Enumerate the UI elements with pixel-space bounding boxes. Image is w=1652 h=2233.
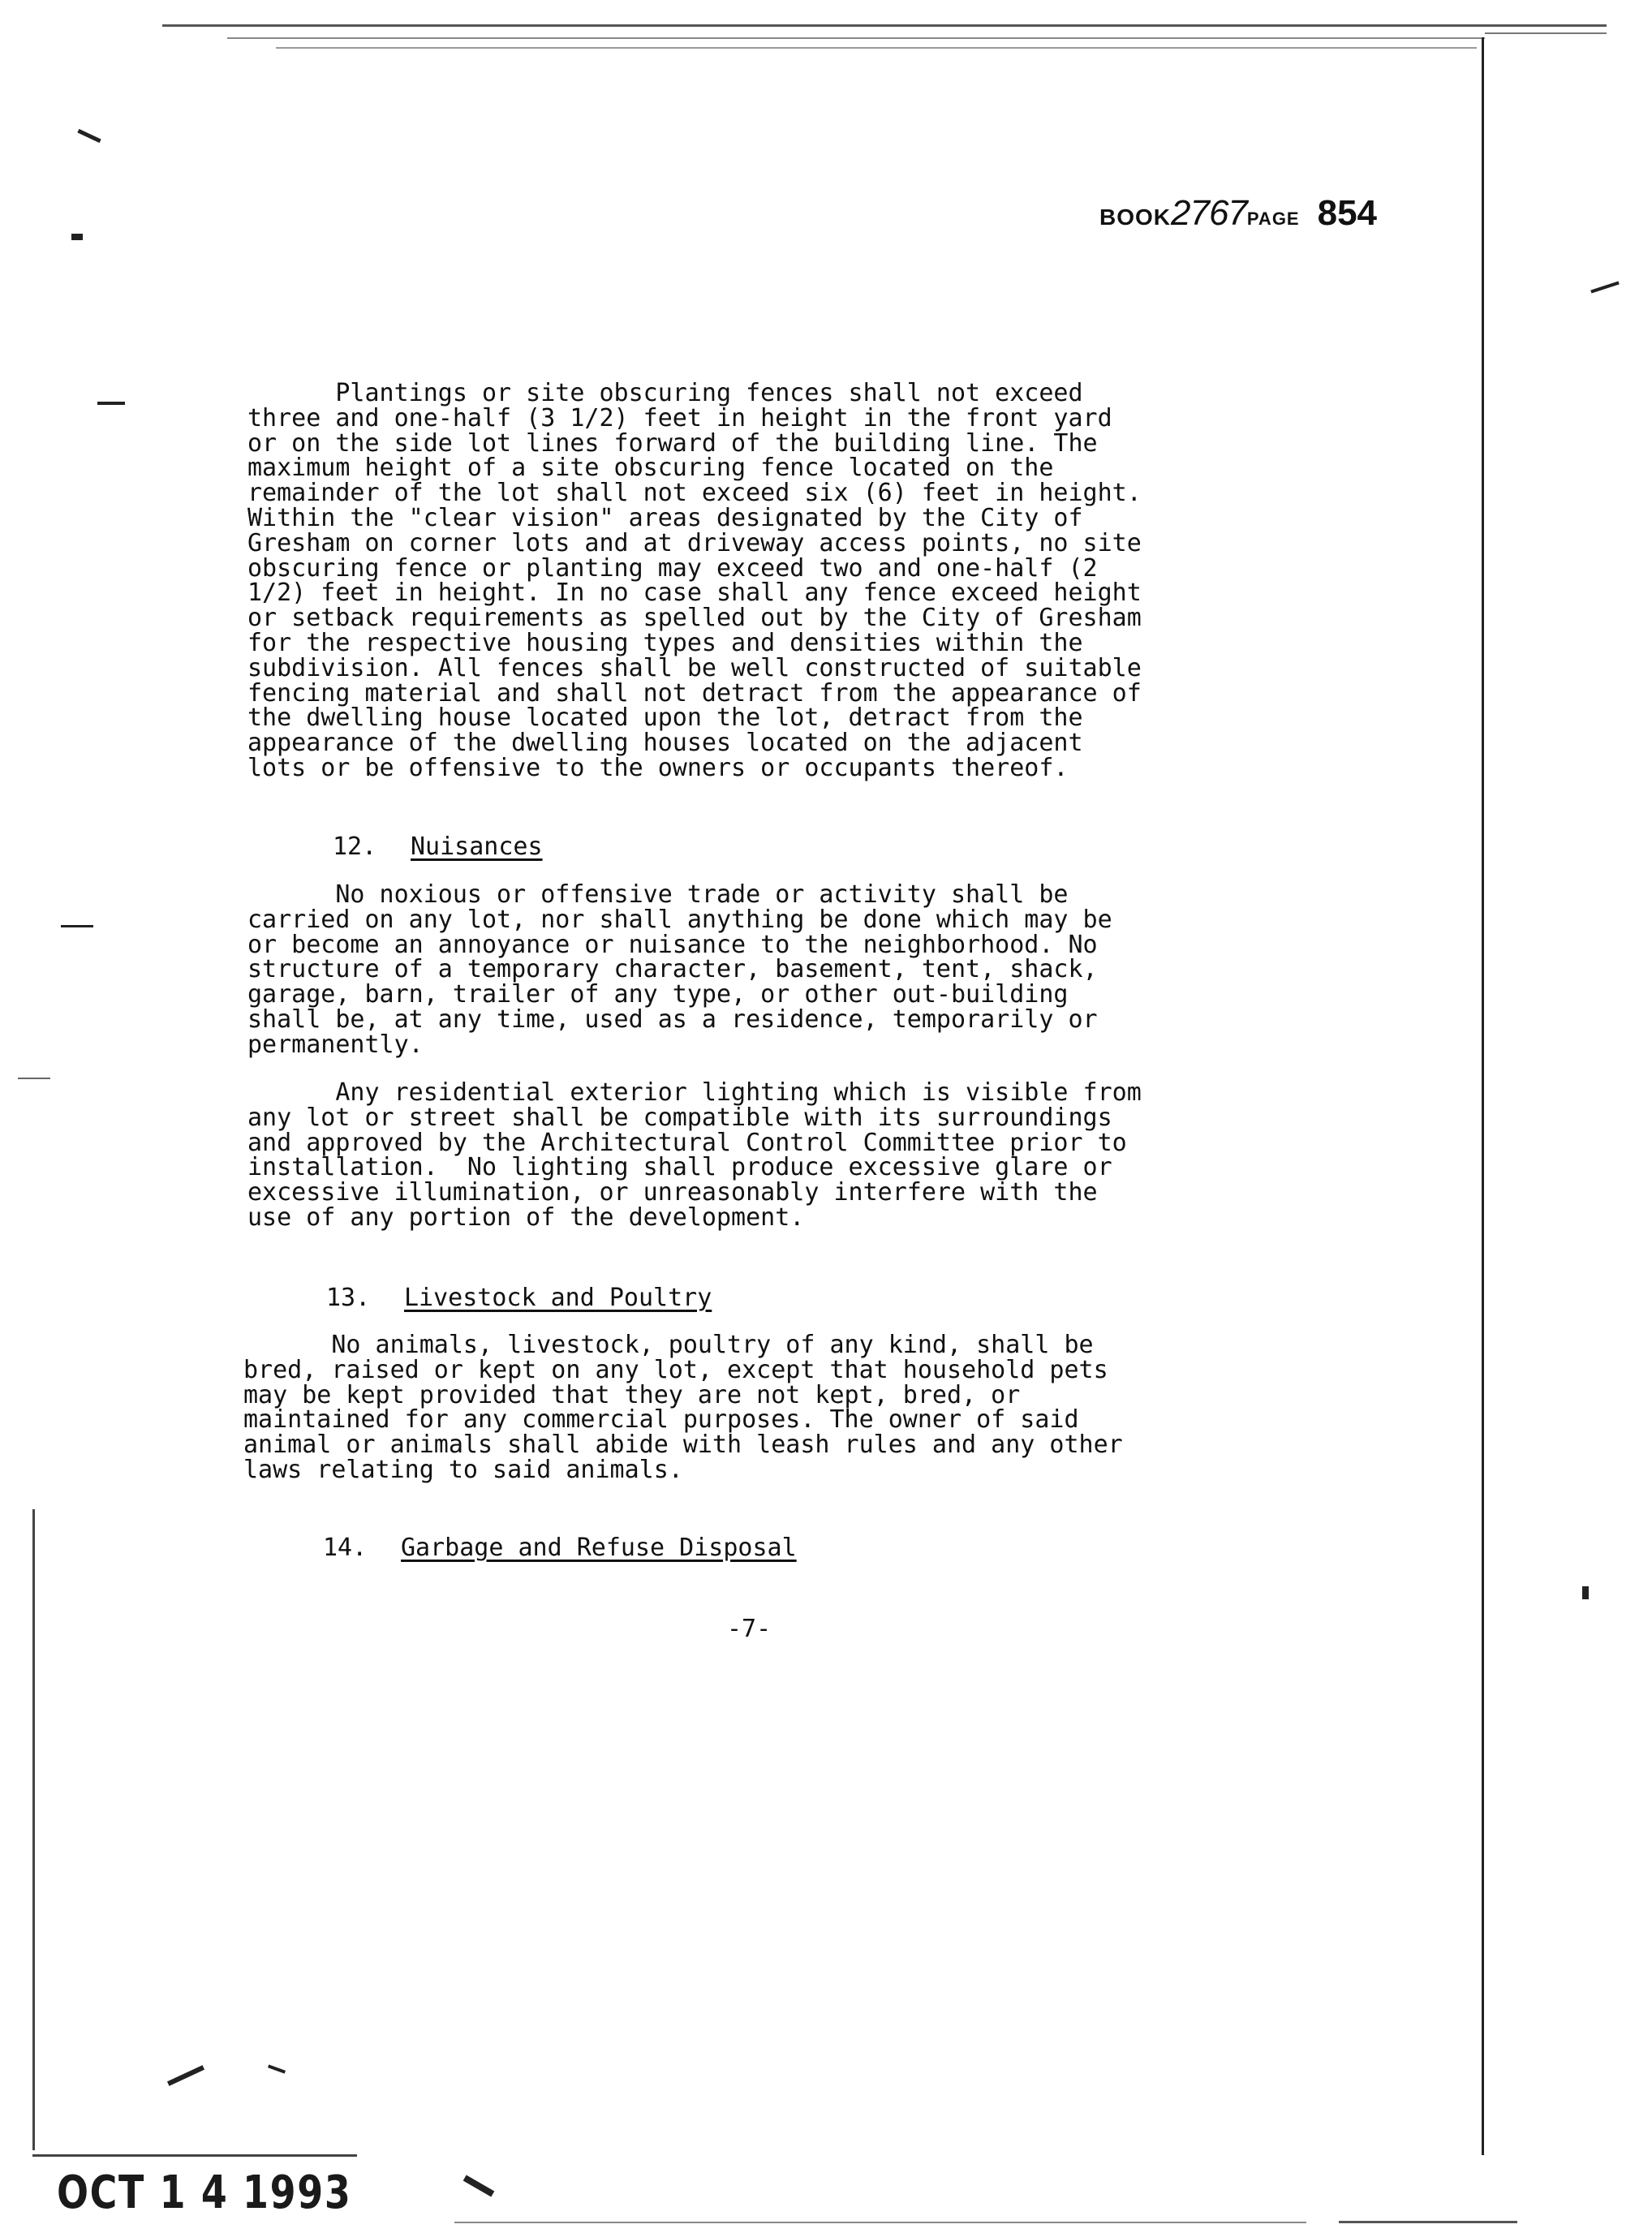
scan-speck	[77, 129, 101, 143]
scan-speck	[167, 2065, 204, 2086]
section-heading-12	[333, 833, 543, 861]
page-footer-number: -7-	[727, 1615, 772, 1643]
section-heading-14	[323, 1534, 797, 1562]
scan-top-rule-3	[276, 47, 1477, 49]
paragraph-fences: Plantings or site obscuring fences shall not exceed three and one-half (3 1/2) feet in height in the front yard or on the side lot lines forward of the building line. The maximum height of a site obscuring fence located on the remainder of the lot shall not exceed six (6) feet in height. Within the "clear vision" areas designated by the City of Gresham on corner lots and at driveway access points, no site obscuring fence or planting may exceed two and one-half (2 1/2) feet in height. In no case shall any fence exceed height or setback requirements as spelled out by the City of Gresham for the respective housing types and densities within the subdivision. All fences shall be well constructed of suitable fencing material and shall not detract from the appearance of the dwelling house located upon the lot, detract from the appearance of the dwelling houses located on the adjacent lots or be offensive to the owners or occupants thereof.	[247, 379, 1142, 782]
recording-date-stamp: OCT 1 4 1993	[57, 2166, 352, 2219]
scan-speck	[268, 2064, 286, 2073]
section-heading-13	[326, 1284, 712, 1312]
scan-top-rule-2	[227, 37, 1485, 39]
page-number-header: 854	[1317, 193, 1378, 233]
book-label: BOOK	[1099, 204, 1171, 230]
paragraph-livestock: No animals, livestock, poultry of any kind, shall be bred, raised or kept on any lot, except that household pets may be kept provided that they are not kept, bred, or maintained for any commercial purposes. The owner of said animal or animals shall abide with leash rules and any other laws relating to said animals.	[243, 1331, 1123, 1484]
paragraph-nuisances: No noxious or offensive trade or activity shall be carried on any lot, nor shall anything be done which may be or become an annoyance or nuisance to the neighborhood. No structure of a temporary character, basement, tent, shack, garage, barn, trailer of any type, or other out-building shall be, at any time, used as a residence, temporarily or permanently.	[247, 880, 1112, 1059]
scan-speck	[97, 402, 125, 405]
scan-left-border	[32, 1509, 35, 2150]
scan-speck	[61, 925, 93, 927]
scan-speck	[463, 2175, 495, 2197]
section-title: Nuisances	[411, 833, 543, 861]
scan-top-rule	[162, 24, 1607, 27]
section-number: 14.	[323, 1534, 368, 1562]
section-title: Livestock and Poultry	[404, 1284, 712, 1312]
scan-speck	[71, 234, 83, 240]
scan-bottom-rule-2	[454, 2222, 1306, 2223]
scan-speck	[1582, 1586, 1589, 1599]
book-page-header	[1099, 193, 1378, 234]
scan-bottom-rule-3	[1339, 2221, 1517, 2223]
section-number: 13.	[326, 1284, 371, 1312]
scan-right-border	[1482, 37, 1484, 2155]
section-title: Garbage and Refuse Disposal	[401, 1534, 797, 1562]
scan-speck	[18, 1078, 50, 1079]
scan-speck	[1590, 282, 1619, 294]
paragraph-lighting: Any residential exterior lighting which is visible from any lot or street shall be compatible with its surroundings and approved by the Architectural Control Committee prior to installation. No lighting shall produce excessive glare or excessive illumination, or unreasonably interfere with the use of any portion of the development.	[247, 1078, 1142, 1232]
page-label: PAGE	[1246, 209, 1300, 229]
scan-bottom-rule	[32, 2154, 357, 2157]
book-number: 2767	[1171, 193, 1247, 233]
section-number: 12.	[333, 833, 377, 861]
scan-right-top-rule	[1485, 32, 1607, 34]
